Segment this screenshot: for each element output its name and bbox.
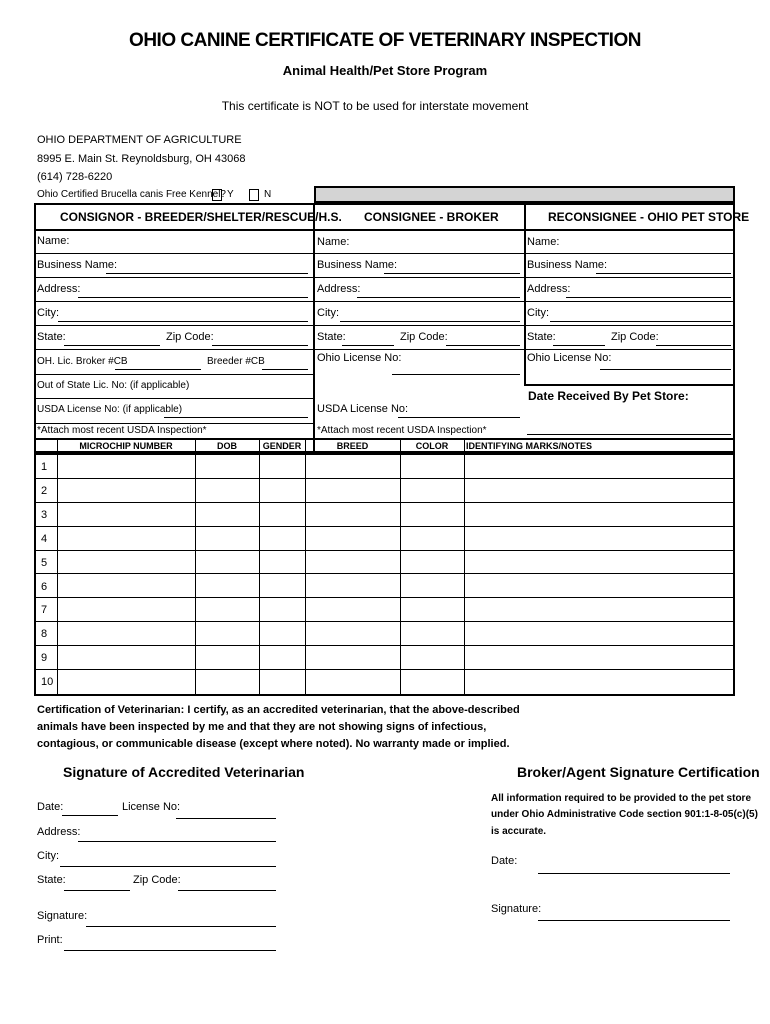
table-row[interactable]: [34, 503, 735, 527]
table-row[interactable]: [34, 479, 735, 503]
consignee-city-field[interactable]: [340, 321, 520, 322]
date-received-field[interactable]: [527, 434, 731, 435]
consignee-usda-label: USDA License No:: [317, 403, 409, 415]
reconsignee-business-label: Business Name:: [527, 259, 608, 271]
consignee-ohio-license-field[interactable]: [392, 374, 520, 375]
broker-line-2: under Ohio Administrative Code section 901:1-8-05(c)(5): [491, 809, 758, 820]
usda-applicable-field[interactable]: [164, 417, 308, 418]
date-received-label: Date Received By Pet Store:: [528, 389, 689, 403]
vet-date-label: Date:: [37, 801, 64, 813]
consignee-attach-note: *Attach most recent USDA Inspection*: [317, 425, 487, 436]
vet-state-label: State:: [37, 874, 66, 886]
kennel-question: Ohio Certified Brucella canis Free Kennel?: [37, 189, 226, 200]
page-subtitle: Animal Health/Pet Store Program: [282, 63, 488, 78]
row-number: 2: [41, 484, 48, 497]
certification-line-1: Certification of Veterinarian: I certify, as an accredited veterinarian, that the above-described: [37, 704, 520, 716]
col-notes: IDENTIFYING MARKS/NOTES: [466, 441, 593, 451]
consignee-state-field[interactable]: [342, 345, 394, 346]
reconsignee-ohio-license-label: Ohio License No:: [527, 352, 612, 364]
row-number: 4: [41, 532, 48, 545]
row-number: 6: [41, 580, 48, 593]
table-row[interactable]: [34, 455, 735, 479]
oh-lic-broker-label: OH. Lic. Broker #CB: [37, 356, 128, 367]
reconsignee-address-field[interactable]: [566, 297, 731, 298]
reconsignee-city-label: City:: [527, 307, 549, 319]
consignor-address-label: Address:: [37, 283, 81, 295]
oh-lic-broker-field[interactable]: [115, 369, 201, 370]
vet-date-field[interactable]: [62, 815, 118, 816]
reconsignee-address-label: Address:: [527, 283, 571, 295]
reconsignee-zip-field[interactable]: [656, 345, 731, 346]
broker-line-1: All information required to be provided to the pet store: [491, 793, 752, 804]
parties-box: [34, 203, 735, 453]
reconsignee-city-field[interactable]: [550, 321, 731, 322]
consignor-state-label: State:: [37, 331, 66, 343]
broker-date-field[interactable]: [538, 873, 730, 874]
col-gender: GENDER: [262, 441, 302, 451]
table-row[interactable]: [34, 527, 735, 551]
consignee-usda-field[interactable]: [398, 417, 520, 418]
vet-city-label: City:: [37, 850, 59, 862]
vet-zip-label: Zip Code:: [133, 874, 181, 886]
row-number: 10: [41, 676, 54, 689]
vet-state-field[interactable]: [64, 890, 130, 891]
col-dob: DOB: [217, 441, 237, 451]
vet-address-field[interactable]: [78, 841, 276, 842]
consignee-state-label: State:: [317, 331, 346, 343]
page-title: OHIO CANINE CERTIFICATE OF VETERINARY INSPECTION: [129, 30, 641, 51]
table-row[interactable]: [34, 598, 735, 622]
vet-heading: Signature of Accredited Veterinarian: [63, 764, 305, 780]
reconsignee-zip-label: Zip Code:: [611, 331, 659, 343]
broker-line-3: is accurate.: [491, 826, 547, 837]
vet-signature-label: Signature:: [37, 910, 88, 922]
row-number: 8: [41, 628, 48, 641]
row-number: 5: [41, 556, 48, 569]
broker-heading: Broker/Agent Signature Certification: [517, 764, 760, 780]
consignor-name-label: Name:: [37, 235, 70, 247]
table-row[interactable]: [34, 646, 735, 670]
consignor-city-field[interactable]: [58, 321, 308, 322]
table-row[interactable]: [34, 575, 735, 599]
consignee-business-field[interactable]: [384, 273, 520, 274]
reconsignee-ohio-license-field[interactable]: [600, 369, 731, 370]
consignee-address-field[interactable]: [357, 297, 520, 298]
vet-signature-field[interactable]: [86, 926, 276, 927]
table-row[interactable]: [34, 551, 735, 575]
certification-line-3: contagious, or communicable disease (except where noted). No warranty made or implied.: [37, 738, 510, 750]
kennel-no-checkbox[interactable]: [249, 189, 259, 201]
reconsignee-business-field[interactable]: [596, 273, 731, 274]
consignor-business-field[interactable]: [106, 273, 308, 274]
consignee-zip-label: Zip Code:: [400, 331, 448, 343]
certification-line-2: animals have been inspected by me and that they are not showing signs of infectious,: [37, 721, 487, 733]
table-row[interactable]: [34, 622, 735, 646]
broker-signature-label: Signature:: [491, 903, 542, 915]
broker-date-label: Date:: [491, 855, 518, 867]
consignor-attach-note: *Attach most recent USDA Inspection*: [37, 425, 207, 436]
row-number: 7: [41, 604, 48, 617]
consignee-city-label: City:: [317, 307, 339, 319]
dept-name: OHIO DEPARTMENT OF AGRICULTURE: [37, 134, 242, 146]
vet-address-label: Address:: [37, 826, 81, 838]
col-color: COLOR: [415, 441, 449, 451]
row-number: 3: [41, 508, 48, 521]
broker-signature-field[interactable]: [538, 920, 730, 921]
kennel-yes-label: Y: [227, 189, 234, 200]
dept-address: 8995 E. Main St. Reynoldsburg, OH 43068: [37, 153, 246, 165]
consignee-zip-field[interactable]: [446, 345, 520, 346]
reconsignee-state-label: State:: [527, 331, 556, 343]
consignee-name-label: Name:: [317, 236, 350, 248]
consignor-state-field[interactable]: [64, 345, 160, 346]
vet-license-field[interactable]: [176, 818, 276, 819]
reconsignee-state-field[interactable]: [553, 345, 605, 346]
col-microchip: MICROCHIP NUMBER: [79, 441, 173, 451]
consignee-address-label: Address:: [317, 283, 361, 295]
row-number: 1: [41, 461, 48, 473]
vet-print-label: Print:: [37, 934, 63, 946]
consignee-business-label: Business Name:: [317, 259, 398, 271]
dept-phone: (614) 728-6220: [37, 171, 113, 183]
col-breed: BREED: [336, 441, 369, 451]
breeder-field[interactable]: [262, 369, 308, 370]
vet-print-field[interactable]: [64, 950, 276, 951]
table-row[interactable]: [34, 670, 735, 694]
consignor-city-label: City:: [37, 307, 59, 319]
consignor-address-field[interactable]: [78, 297, 308, 298]
consignor-business-label: Business Name:: [37, 259, 118, 271]
consignor-zip-field[interactable]: [212, 345, 308, 346]
vet-zip-field[interactable]: [178, 890, 276, 891]
kennel-no-label: N: [264, 189, 272, 200]
vet-city-field[interactable]: [60, 866, 276, 867]
kennel-yes-checkbox[interactable]: [212, 189, 222, 201]
shaded-band: [314, 186, 735, 203]
consignor-heading: CONSIGNOR - BREEDER/SHELTER/RESCUE/H.S.: [60, 210, 342, 224]
consignee-heading: CONSIGNEE - BROKER: [364, 210, 499, 224]
out-of-state-label: Out of State Lic. No: (if applicable): [37, 380, 190, 391]
consignee-ohio-license-label: Ohio License No:: [317, 352, 402, 364]
breeder-label: Breeder #CB: [207, 356, 265, 367]
reconsignee-heading: RECONSIGNEE - OHIO PET STORE: [548, 210, 750, 224]
interstate-note: This certificate is NOT to be used for interstate movement: [221, 99, 529, 113]
row-number: 9: [41, 652, 48, 665]
vet-license-label: License No:: [122, 801, 181, 813]
consignor-zip-label: Zip Code:: [166, 331, 214, 343]
reconsignee-name-label: Name:: [527, 236, 560, 248]
usda-applicable-label: USDA License No: (if applicable): [37, 404, 183, 415]
